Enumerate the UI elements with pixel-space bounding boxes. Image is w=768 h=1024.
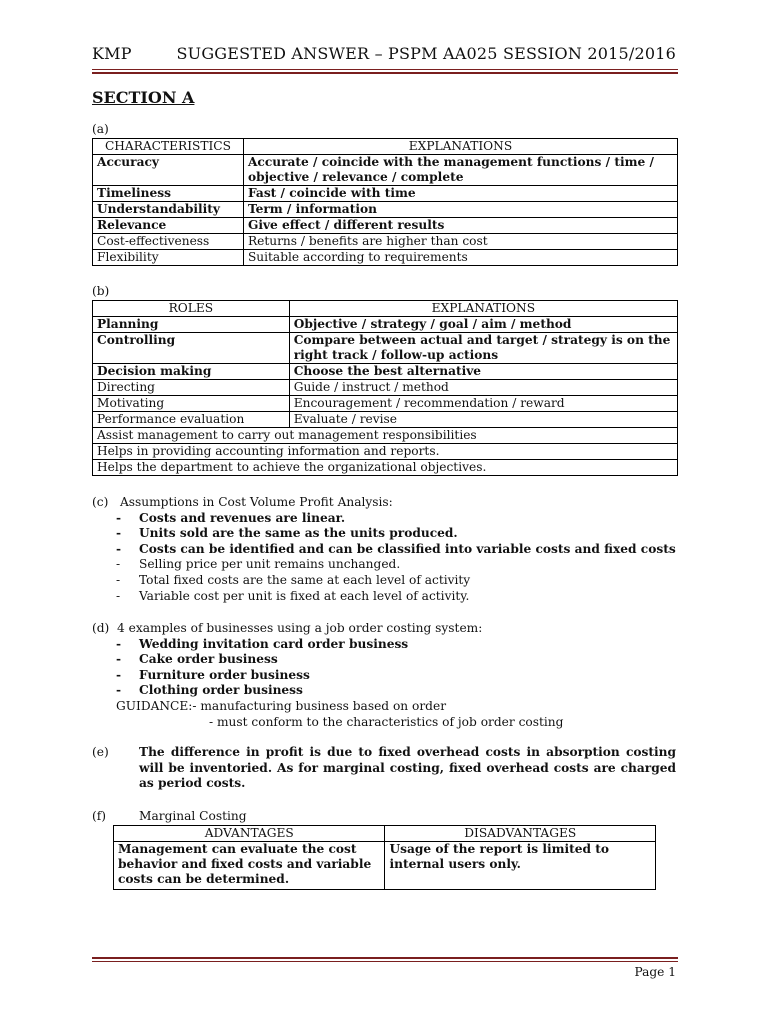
- list-item: - Clothing order business: [92, 683, 563, 699]
- list-item: - Cake order business: [92, 652, 563, 668]
- table-row: [93, 364, 678, 380]
- table-cell: Helps the department to achieve the organizational objectives.: [93, 460, 678, 476]
- table-cell: Guide / instruct / method: [289, 380, 677, 396]
- guidance-line-1: GUIDANCE:- manufacturing business based on order: [116, 698, 447, 713]
- list-item: - Variable cost per unit is fixed at each level of activity.: [92, 589, 676, 605]
- table-cell: Objective / strategy / goal / aim / method: [289, 317, 677, 333]
- part-a-label: (a): [92, 122, 109, 136]
- list-item: - Costs and revenues are linear.: [92, 511, 676, 527]
- table-cell: Management can evaluate the cost behavior and fixed costs and variable costs can be determined.: [114, 842, 385, 890]
- table-row: [93, 460, 678, 476]
- table-cell: Decision making: [93, 364, 290, 380]
- table-row: [93, 317, 678, 333]
- table-cell: Cost-effectiveness: [93, 234, 244, 250]
- list-item: - Units sold are the same as the units produced.: [92, 526, 676, 542]
- table-row: [93, 412, 678, 428]
- characteristics-table: [92, 138, 678, 266]
- table-cell: Relevance: [93, 218, 244, 234]
- table-cell: Usage of the report is limited to internal users only.: [385, 842, 656, 890]
- table-cell: Accurate / coincide with the management functions / time / objective / relevance / complete: [243, 155, 677, 186]
- table-row: [93, 218, 678, 234]
- table-cell: Understandability: [93, 202, 244, 218]
- table-cell: Controlling: [93, 333, 290, 364]
- table-row: [93, 202, 678, 218]
- column-header: CHARACTERISTICS: [93, 139, 244, 155]
- table-header-row: [114, 826, 656, 842]
- table-header-row: [93, 139, 678, 155]
- page-header: [92, 44, 676, 68]
- table-row: [93, 333, 678, 364]
- table-row: [93, 444, 678, 460]
- table-cell: Accuracy: [93, 155, 244, 186]
- column-header: DISADVANTAGES: [385, 826, 656, 842]
- part-d-intro: (d) 4 examples of businesses using a job order costing system:: [92, 621, 483, 635]
- list-item: - Selling price per unit remains unchanged.: [92, 557, 676, 573]
- footer-rule-thick: [92, 957, 678, 959]
- table-row: [93, 186, 678, 202]
- table-cell: Performance evaluation: [93, 412, 290, 428]
- part-e: [92, 745, 676, 792]
- header-rule-thick: [92, 72, 678, 74]
- table-cell: Helps in providing accounting information and reports.: [93, 444, 678, 460]
- table-row: [93, 396, 678, 412]
- table-cell: Evaluate / revise: [289, 412, 677, 428]
- table-row: [114, 842, 656, 890]
- column-header: EXPLANATIONS: [243, 139, 677, 155]
- part-c: [92, 495, 676, 604]
- table-row: [93, 155, 678, 186]
- table-cell: Suitable according to requirements: [243, 250, 677, 266]
- header-right: SUGGESTED ANSWER – PSPM AA025 SESSION 2015/2016: [176, 44, 676, 63]
- column-header: ADVANTAGES: [114, 826, 385, 842]
- table-cell: Encouragement / recommendation / reward: [289, 396, 677, 412]
- section-title: SECTION A: [92, 88, 195, 107]
- part-f-label: (f): [92, 809, 107, 823]
- marginal-costing-table: [113, 825, 656, 890]
- header-left: KMP: [92, 44, 132, 63]
- table-cell: Give effect / different results: [243, 218, 677, 234]
- part-b-label: (b): [92, 284, 110, 298]
- part-c-intro: (c) Assumptions in Cost Volume Profit Analysis:: [92, 495, 393, 509]
- guidance-line-2: - must conform to the characteristics of job order costing: [209, 714, 564, 729]
- part-d: [92, 621, 563, 730]
- table-cell: Motivating: [93, 396, 290, 412]
- list-item: - Total fixed costs are the same at each level of activity: [92, 573, 676, 589]
- table-cell: Choose the best alternative: [289, 364, 677, 380]
- footer-rule-thin: [92, 961, 678, 962]
- list-item: - Furniture order business: [92, 668, 563, 684]
- table-row: [93, 234, 678, 250]
- header-rule-thin: [92, 69, 678, 70]
- page-number: Page 1: [634, 965, 676, 979]
- part-e-text: The difference in profit is due to fixed overhead costs in absorption costing will be inventoried. As for marginal costing, fixed overhead costs are charged as period costs.: [139, 745, 676, 791]
- part-f-title: Marginal Costing: [139, 809, 247, 823]
- table-cell: Flexibility: [93, 250, 244, 266]
- table-cell: Planning: [93, 317, 290, 333]
- table-cell: Fast / coincide with time: [243, 186, 677, 202]
- assumption-list: [92, 511, 676, 605]
- table-cell: Assist management to carry out management responsibilities: [93, 428, 678, 444]
- table-cell: Timeliness: [93, 186, 244, 202]
- table-row: [93, 428, 678, 444]
- table-cell: Term / information: [243, 202, 677, 218]
- table-cell: Returns / benefits are higher than cost: [243, 234, 677, 250]
- table-header-row: [93, 301, 678, 317]
- business-list: [92, 637, 563, 699]
- list-item: - Wedding invitation card order business: [92, 637, 563, 653]
- roles-table: [92, 300, 678, 476]
- table-row: [93, 250, 678, 266]
- table-cell: Compare between actual and target / strategy is on the right track / follow-up actions: [289, 333, 677, 364]
- part-e-label: (e): [92, 745, 109, 759]
- column-header: ROLES: [93, 301, 290, 317]
- table-cell: Directing: [93, 380, 290, 396]
- table-row: [93, 380, 678, 396]
- list-item: - Costs can be identified and can be classified into variable costs and fixed costs: [92, 542, 676, 558]
- column-header: EXPLANATIONS: [289, 301, 677, 317]
